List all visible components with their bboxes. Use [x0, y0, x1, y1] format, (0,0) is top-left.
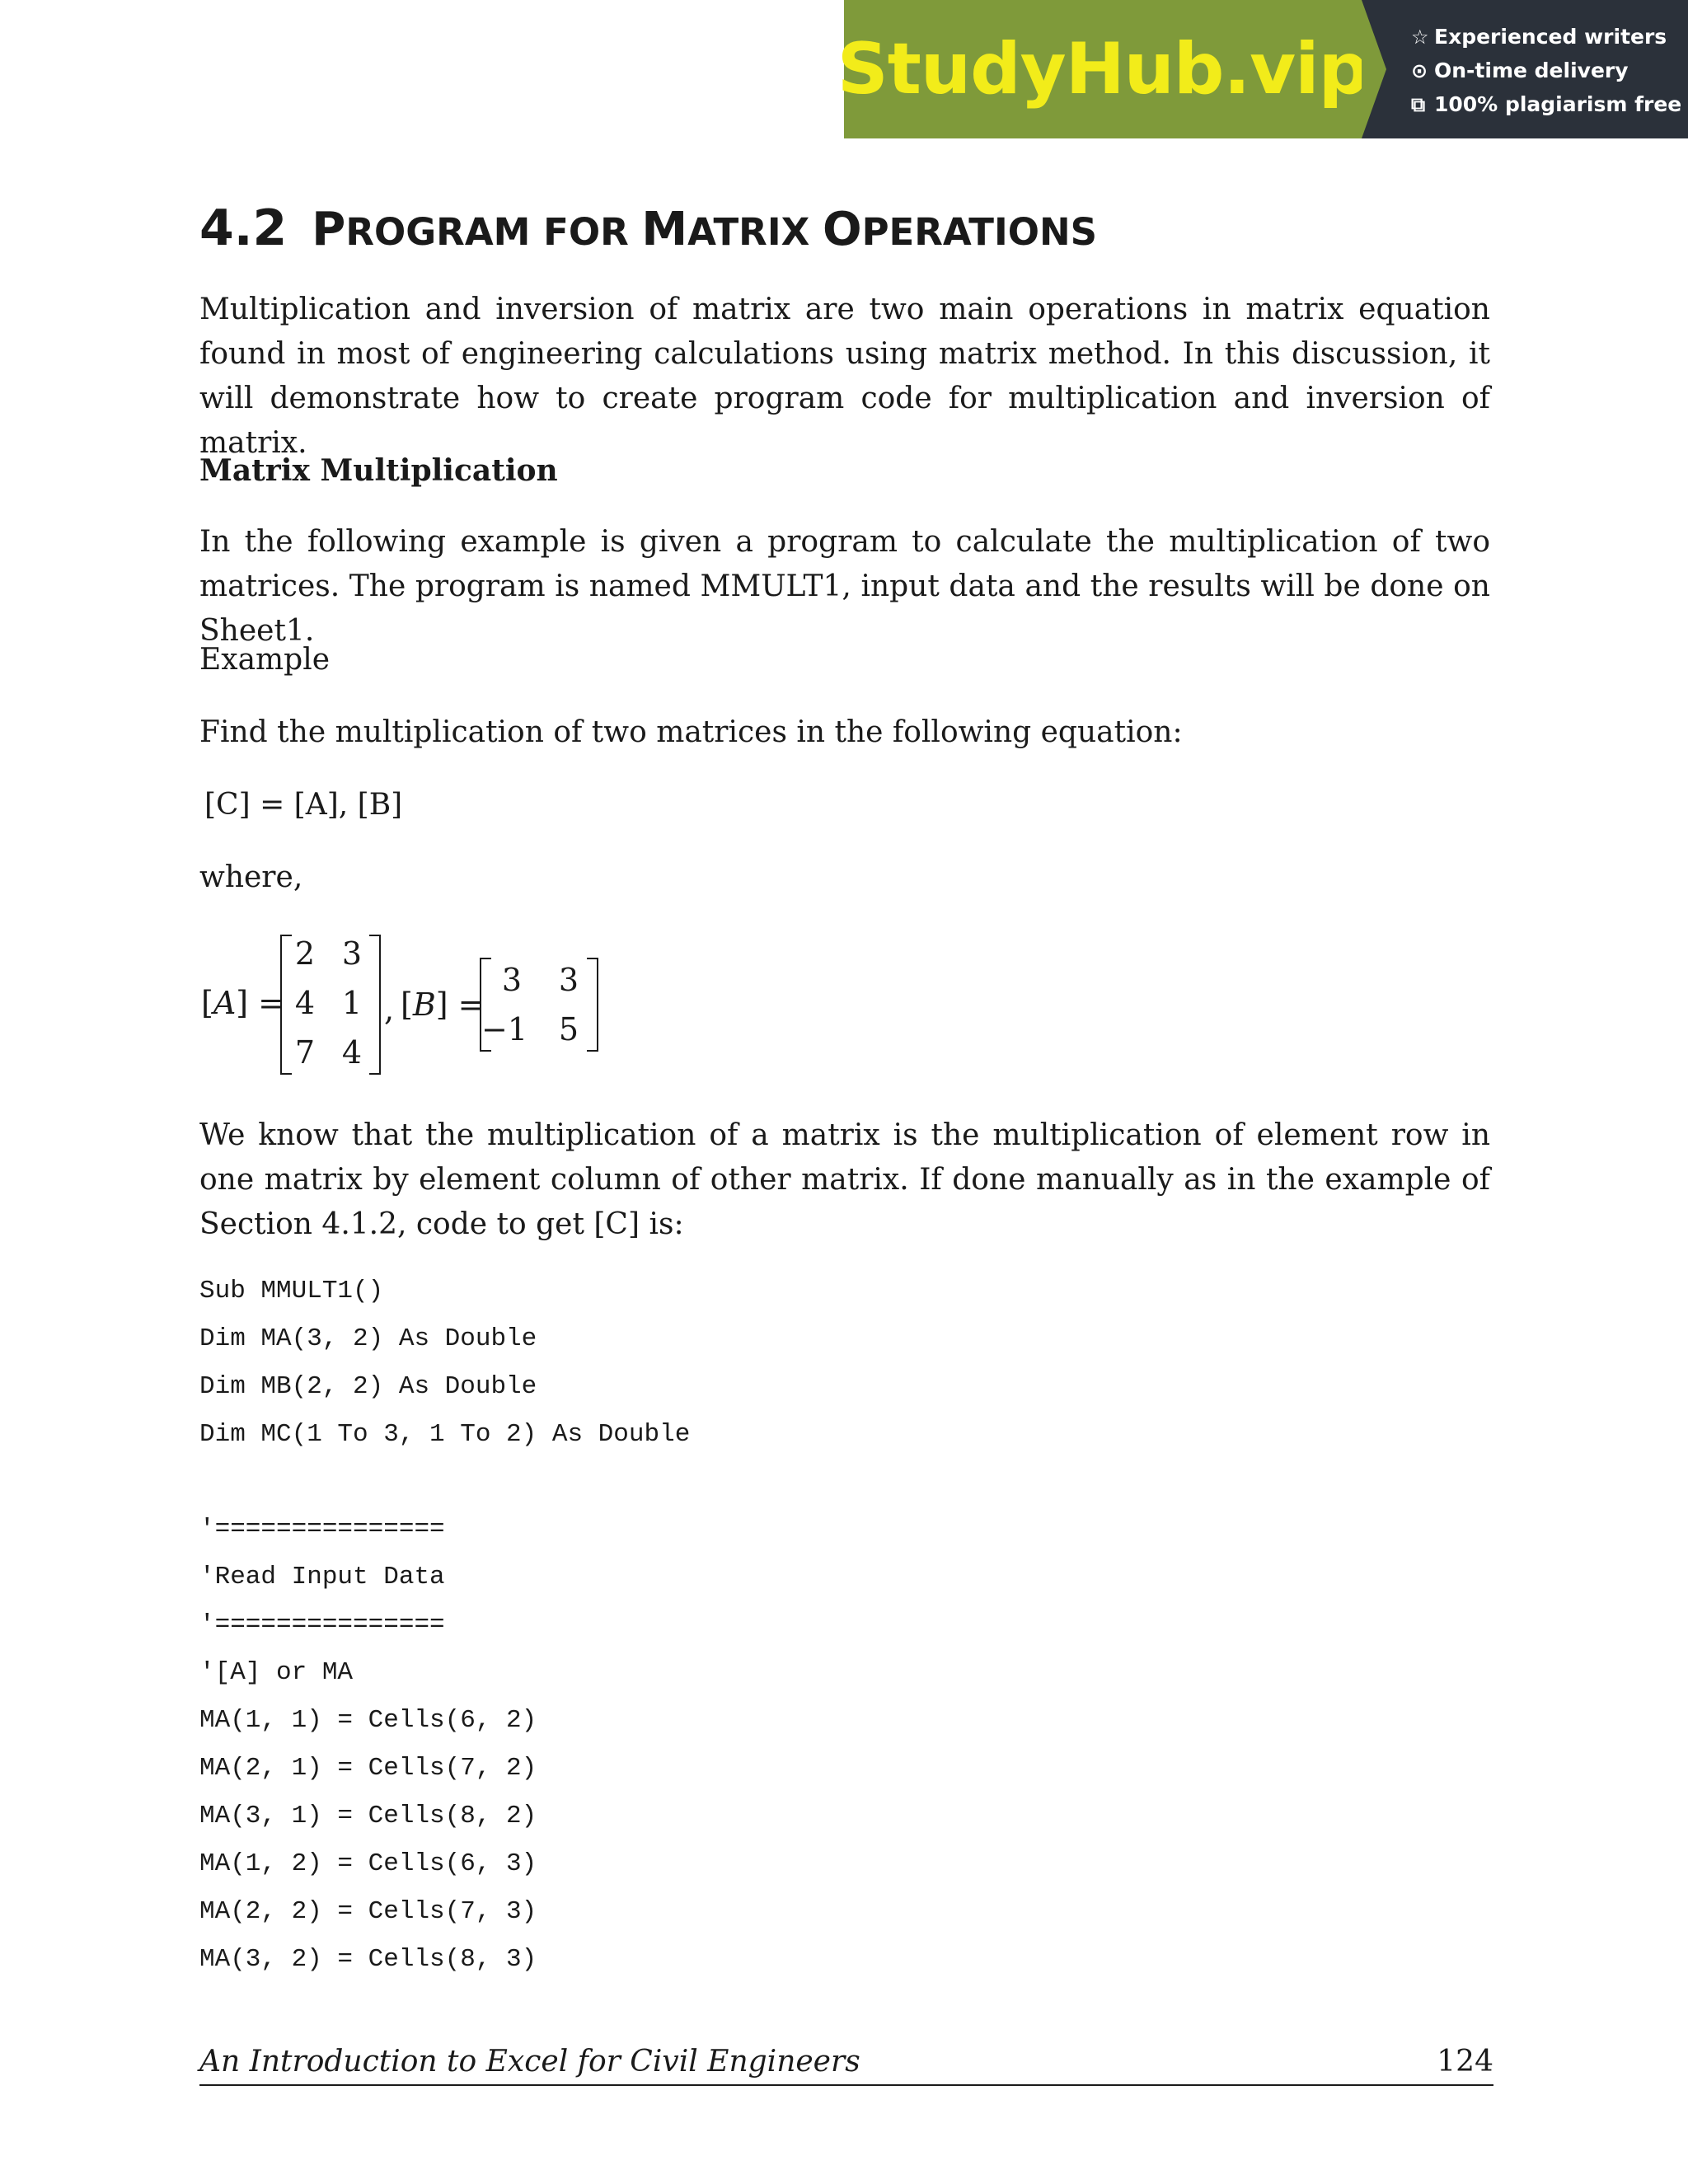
- section-number: 4.2: [199, 199, 288, 257]
- heading-part: ROGRAM FOR: [345, 210, 642, 254]
- copy-icon: ⧉: [1411, 92, 1426, 116]
- clock-icon: ⊙: [1411, 59, 1428, 82]
- intro-paragraph: Multiplication and inversion of matrix are two main operations in matrix equation found in most of engineering calculations using matrix method. In this discussion, it will demonstrate how to create program code for multiplication and inversion of matrix.: [199, 293, 1490, 460]
- subheading-matrix-multiplication: Matrix Multiplication: [199, 453, 558, 488]
- code-line: MA(2, 1) = Cells(7, 2): [199, 1754, 537, 1783]
- matrix-a-cell: 4: [294, 985, 316, 1021]
- code-line: Dim MB(2, 2) As Double: [199, 1372, 537, 1401]
- page-footer: [199, 2040, 1493, 2086]
- code-line: MA(3, 1) = Cells(8, 2): [199, 1802, 537, 1830]
- code-line: Dim MC(1 To 3, 1 To 2) As Double: [199, 1420, 691, 1449]
- example-label: Example: [199, 643, 331, 677]
- matrix-a-cell: 4: [341, 1034, 363, 1071]
- code-line: Sub MMULT1(): [199, 1277, 384, 1305]
- matrix-a-cell: 2: [294, 935, 316, 972]
- code-line: MA(1, 1) = Cells(6, 2): [199, 1706, 537, 1735]
- matrix-a-cell: 3: [341, 935, 363, 972]
- matrix-a-label: [A] =: [201, 985, 285, 1021]
- banner-feature-delivery: [1411, 54, 1688, 87]
- banner-feature-text: Experienced writers: [1434, 25, 1667, 49]
- matrix-b-cell: 5: [558, 1011, 579, 1047]
- banner-feature-plagiarism: [1411, 87, 1688, 121]
- code-line: '===============: [199, 1610, 445, 1639]
- code-line: MA(3, 2) = Cells(8, 3): [199, 1945, 537, 1974]
- code-line: '===============: [199, 1515, 445, 1544]
- where-label: where,: [199, 860, 303, 894]
- matrix-b-cell: 3: [558, 962, 579, 998]
- matrix-b-right-bracket: [587, 958, 598, 1052]
- matrix-separator: ,: [384, 991, 395, 1028]
- studyhub-logo[interactable]: [837, 0, 1369, 138]
- footer-book-title: An Introduction to Excel for Civil Engineers: [199, 2045, 860, 2079]
- code-line: '[A] or MA: [199, 1658, 354, 1687]
- banner-arrow-shape: [1362, 0, 1386, 138]
- banner-feature-text: 100% plagiarism free: [1434, 92, 1682, 116]
- matrix-b-cell: 3: [501, 962, 523, 998]
- heading-part: M: [641, 203, 688, 256]
- code-line: MA(1, 2) = Cells(6, 3): [199, 1849, 537, 1878]
- matrix-b-cell: −1: [481, 1011, 528, 1047]
- matrix-b-label: [B] =: [401, 987, 485, 1023]
- heading-part: P: [312, 203, 346, 256]
- matrix-a-cell: 1: [341, 985, 363, 1021]
- explanation-paragraph: We know that the multiplication of a matrix is the multiplication of element row in one matrix by element column of other matrix. If done manually as in the example of Section 4.1.2, code to get [C] is:: [199, 1118, 1490, 1241]
- heading-part: ATRIX: [687, 210, 823, 254]
- studyhub-logo-text: StudyHub.vip: [837, 28, 1369, 110]
- equation: [C] = [A], [B]: [204, 788, 403, 822]
- program-description: In the following example is given a program to calculate the multiplication of two matrices. The program is named MMULT1, input data and the results will be done on Sheet1.: [199, 525, 1490, 648]
- matrix-a-cell: 7: [294, 1034, 316, 1071]
- page-number: 124: [1437, 2045, 1493, 2079]
- star-icon: ☆: [1411, 25, 1429, 49]
- heading-part: PERATIONS: [861, 210, 1098, 254]
- code-line: Dim MA(3, 2) As Double: [199, 1324, 537, 1353]
- banner-features: [1362, 0, 1688, 138]
- find-instruction: Find the multiplication of two matrices in the following equation:: [199, 715, 1183, 749]
- banner-feature-writers: [1411, 20, 1688, 54]
- code-line: MA(2, 2) = Cells(7, 3): [199, 1897, 537, 1926]
- banner-feature-text: On-time delivery: [1434, 59, 1629, 82]
- heading-part: O: [822, 203, 862, 256]
- matrix-a-right-bracket: [369, 935, 381, 1075]
- code-line: 'Read Input Data: [199, 1563, 445, 1591]
- studyhub-banner[interactable]: [837, 0, 1688, 138]
- section-heading: [199, 199, 1097, 257]
